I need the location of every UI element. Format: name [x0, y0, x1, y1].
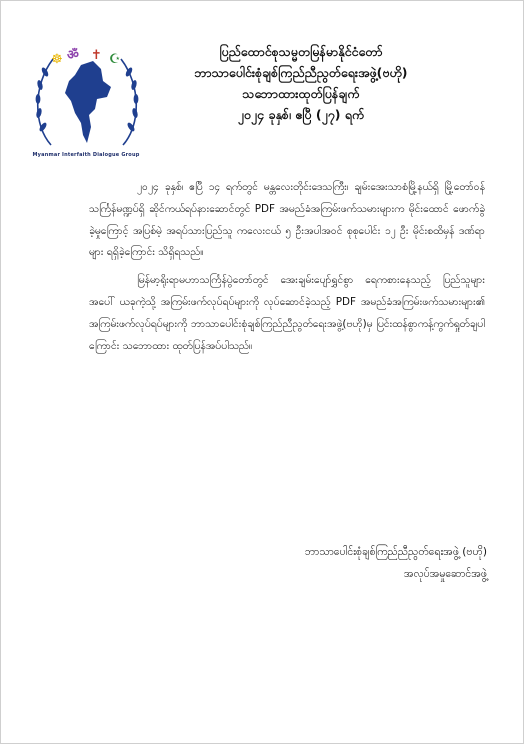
- document-header: [151, 41, 451, 125]
- statement-title: သဘောထားထုတ်ပြန်ချက်: [242, 86, 360, 101]
- paragraph-2: မြန်မာ့ရိုးရာမဟာသင်္ကြန်ပွဲတော်တွင် အေးချမ်းပျော်ရွှင်စွာ ရေကစားနေသည့် ပြည်သူများအပေါ် ယခုကဲ့သို့ အကြမ်းဖက်လုပ်ရပ်များကို လုပ်ဆောင်ခဲ့သည့် PDF အမည်ခံအကြမ်းဖက်သမားများ၏ အကြမ်းဖက်လုပ်ရပ်များကို ဘာသာပေါင်းစုံချစ်ကြည်ညီညွတ်ရေးအဖွဲ့(ဗဟို)မှ ပြင်းထန်စွာကန့်ကွက်ရှုတ်ချပါကြောင်း သဘောထား ထုတ်ပြန်အပ်ပါသည်။: [89, 274, 485, 352]
- statement-body: [89, 177, 485, 363]
- statement-date: ၂၀၂၄ ခုနှစ်၊ ဧပြီ (၂၇) ရက်: [237, 107, 365, 122]
- signature-organization: ဘာသာပေါင်းစုံချစ်ကြည်ညီညွတ်ရေးအဖွဲ့ (ဗဟို): [304, 546, 487, 558]
- interfaith-logo: [31, 35, 143, 163]
- country-name: ပြည်ထောင်စုသမ္မတမြန်မာနိုင်ငံတော်: [219, 44, 383, 59]
- dharma-wheel-icon: ☸: [51, 52, 63, 67]
- paragraph-1: ၂၀၂၄ ခုနှစ်၊ ဧပြီ ၁၄ ရက်တွင် မန္တလေးတိုင်းဒေသကြီး၊ ချမ်းအေးသာစံမြို့နယ်ရှိ မြို့တော်ဝန်သင်္ကြန်မဏ္ဍပ်ရှိ ဆိုင်ကယ်ရပ်နားဆောင်တွင် PDF အမည်ခံအကြမ်းဖက်သမားများက မိုင်းထောင် ဖောက်ခွဲခဲ့မှုကြောင့် အပြစ်မဲ့ အရပ်သားပြည်သူ ကလေးငယ် ၅ ဦးအပါအဝင် စုစုပေါင်း ၁၂ ဦး မိုင်းစထိမှန် ဒဏ်ရာများ ရရှိခဲ့ကြောင်း သိရှိရသည်။: [89, 181, 485, 259]
- cross-icon: ✝: [91, 48, 102, 63]
- signature-committee: အလုပ်အမှုဆောင်အဖွဲ့: [403, 568, 487, 580]
- signature-block: [305, 541, 487, 585]
- organization-name: ဘာသာပေါင်းစုံချစ်ကြည်ညီညွတ်ရေးအဖွဲ့(ဗဟို): [194, 65, 408, 80]
- logo-caption: Myanmar Interfaith Dialogue Group: [32, 152, 140, 158]
- myanmar-map-icon: [65, 61, 111, 143]
- om-icon: ॐ: [67, 48, 79, 63]
- crescent-icon: ☪: [109, 52, 121, 67]
